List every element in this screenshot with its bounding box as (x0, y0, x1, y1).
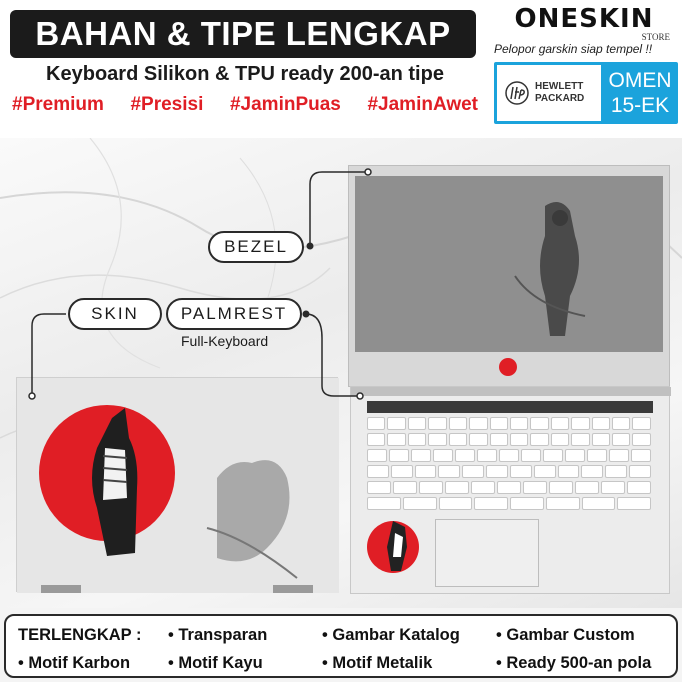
palmrest-sublabel: Full-Keyboard (181, 333, 269, 349)
model-name (604, 68, 676, 118)
feature-item: • Gambar Custom (496, 626, 635, 644)
laptop-showcase (0, 138, 682, 608)
feature-item: • Motif Kayu (168, 654, 263, 672)
page-title: BAHAN & TIPE LENGKAP (10, 10, 476, 58)
callout-lines (0, 138, 682, 608)
model-line-1: OMEN (608, 69, 672, 92)
brand-store: STORE (641, 32, 670, 42)
header (0, 0, 682, 138)
model-badge (494, 62, 678, 124)
hashtag: #Presisi (130, 94, 204, 115)
hp-logo-icon (503, 79, 531, 107)
feature-item: • Ready 500-an pola (496, 654, 652, 672)
hp-brand-text (535, 81, 584, 105)
hashtag: #JaminPuas (229, 94, 341, 115)
page-subtitle: Keyboard Silikon & TPU ready 200-an tipe (46, 63, 444, 85)
hp-line-2: PACKARD (535, 93, 585, 104)
model-line-2: 15-EK (610, 94, 670, 117)
features-box (4, 614, 678, 678)
hp-line-1: HEWLETT (535, 81, 584, 92)
features-heading: TERLENGKAP : (18, 626, 142, 644)
brand-name: ONESKIN (514, 4, 654, 34)
hashtag-list (12, 94, 478, 116)
brand-logo (494, 4, 674, 44)
skin-label: SKIN (68, 298, 162, 330)
bezel-label: BEZEL (208, 231, 304, 263)
feature-item: • Transparan (168, 626, 268, 644)
feature-item: • Motif Metalik (322, 654, 433, 672)
feature-item: • Motif Karbon (18, 654, 131, 672)
palmrest-label: PALMREST (166, 298, 302, 330)
hp-badge (497, 65, 601, 121)
hashtag: #Premium (12, 94, 104, 115)
hashtag: #JaminAwet (367, 94, 478, 115)
feature-item: • Gambar Katalog (322, 626, 460, 644)
brand-slogan: Pelopor garskin siap tempel !! (494, 42, 653, 56)
